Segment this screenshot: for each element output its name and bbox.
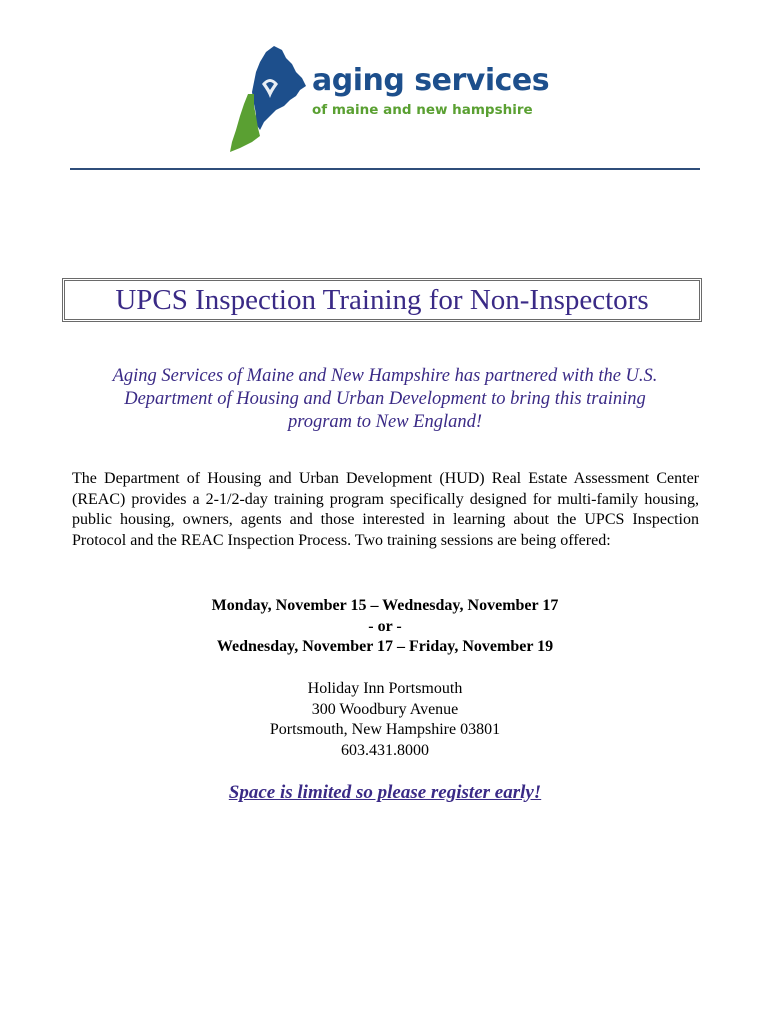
logo-subtitle: of maine and new hampshire [312, 102, 533, 118]
intro-line: Aging Services of Maine and New Hampshire has partnered with the U.S. [112, 366, 658, 386]
call-to-action: Space is limited so please register early! [228, 782, 542, 803]
page-title: UPCS Inspection Training for Non-Inspectors [115, 283, 649, 316]
session-separator: - or - [368, 617, 402, 635]
session-dates [72, 596, 698, 658]
intro-line: Department of Housing and Urban Development to bring this training [124, 389, 646, 409]
page-title-box [62, 278, 702, 322]
logo-title: aging services [312, 63, 550, 98]
session-1-dates: Monday, November 15 – Wednesday, November 17 [211, 597, 559, 614]
description-paragraph: The Department of Housing and Urban Development (HUD) Real Estate Assessment Center (REAC) provides a 2-1/2-day training program specifically designed for multi-family housing, public housing, owners, agents and those interested in learning about the UPCS Inspection Protocol and the REAC Inspection Process. Two training sessions are being offered: [72, 470, 699, 549]
state-map-icon [226, 44, 312, 156]
venue-address [72, 679, 698, 761]
header-divider [70, 168, 700, 170]
venue-name: Holiday Inn Portsmouth [307, 680, 463, 697]
organization-logo [226, 44, 550, 156]
intro-paragraph [72, 365, 698, 434]
intro-line: program to New England! [287, 412, 483, 432]
venue-city: Portsmouth, New Hampshire 03801 [269, 721, 501, 738]
venue-phone: 603.431.8000 [341, 741, 429, 759]
session-2-dates: Wednesday, November 17 – Friday, November 19 [216, 638, 554, 655]
venue-street: 300 Woodbury Avenue [311, 700, 459, 718]
